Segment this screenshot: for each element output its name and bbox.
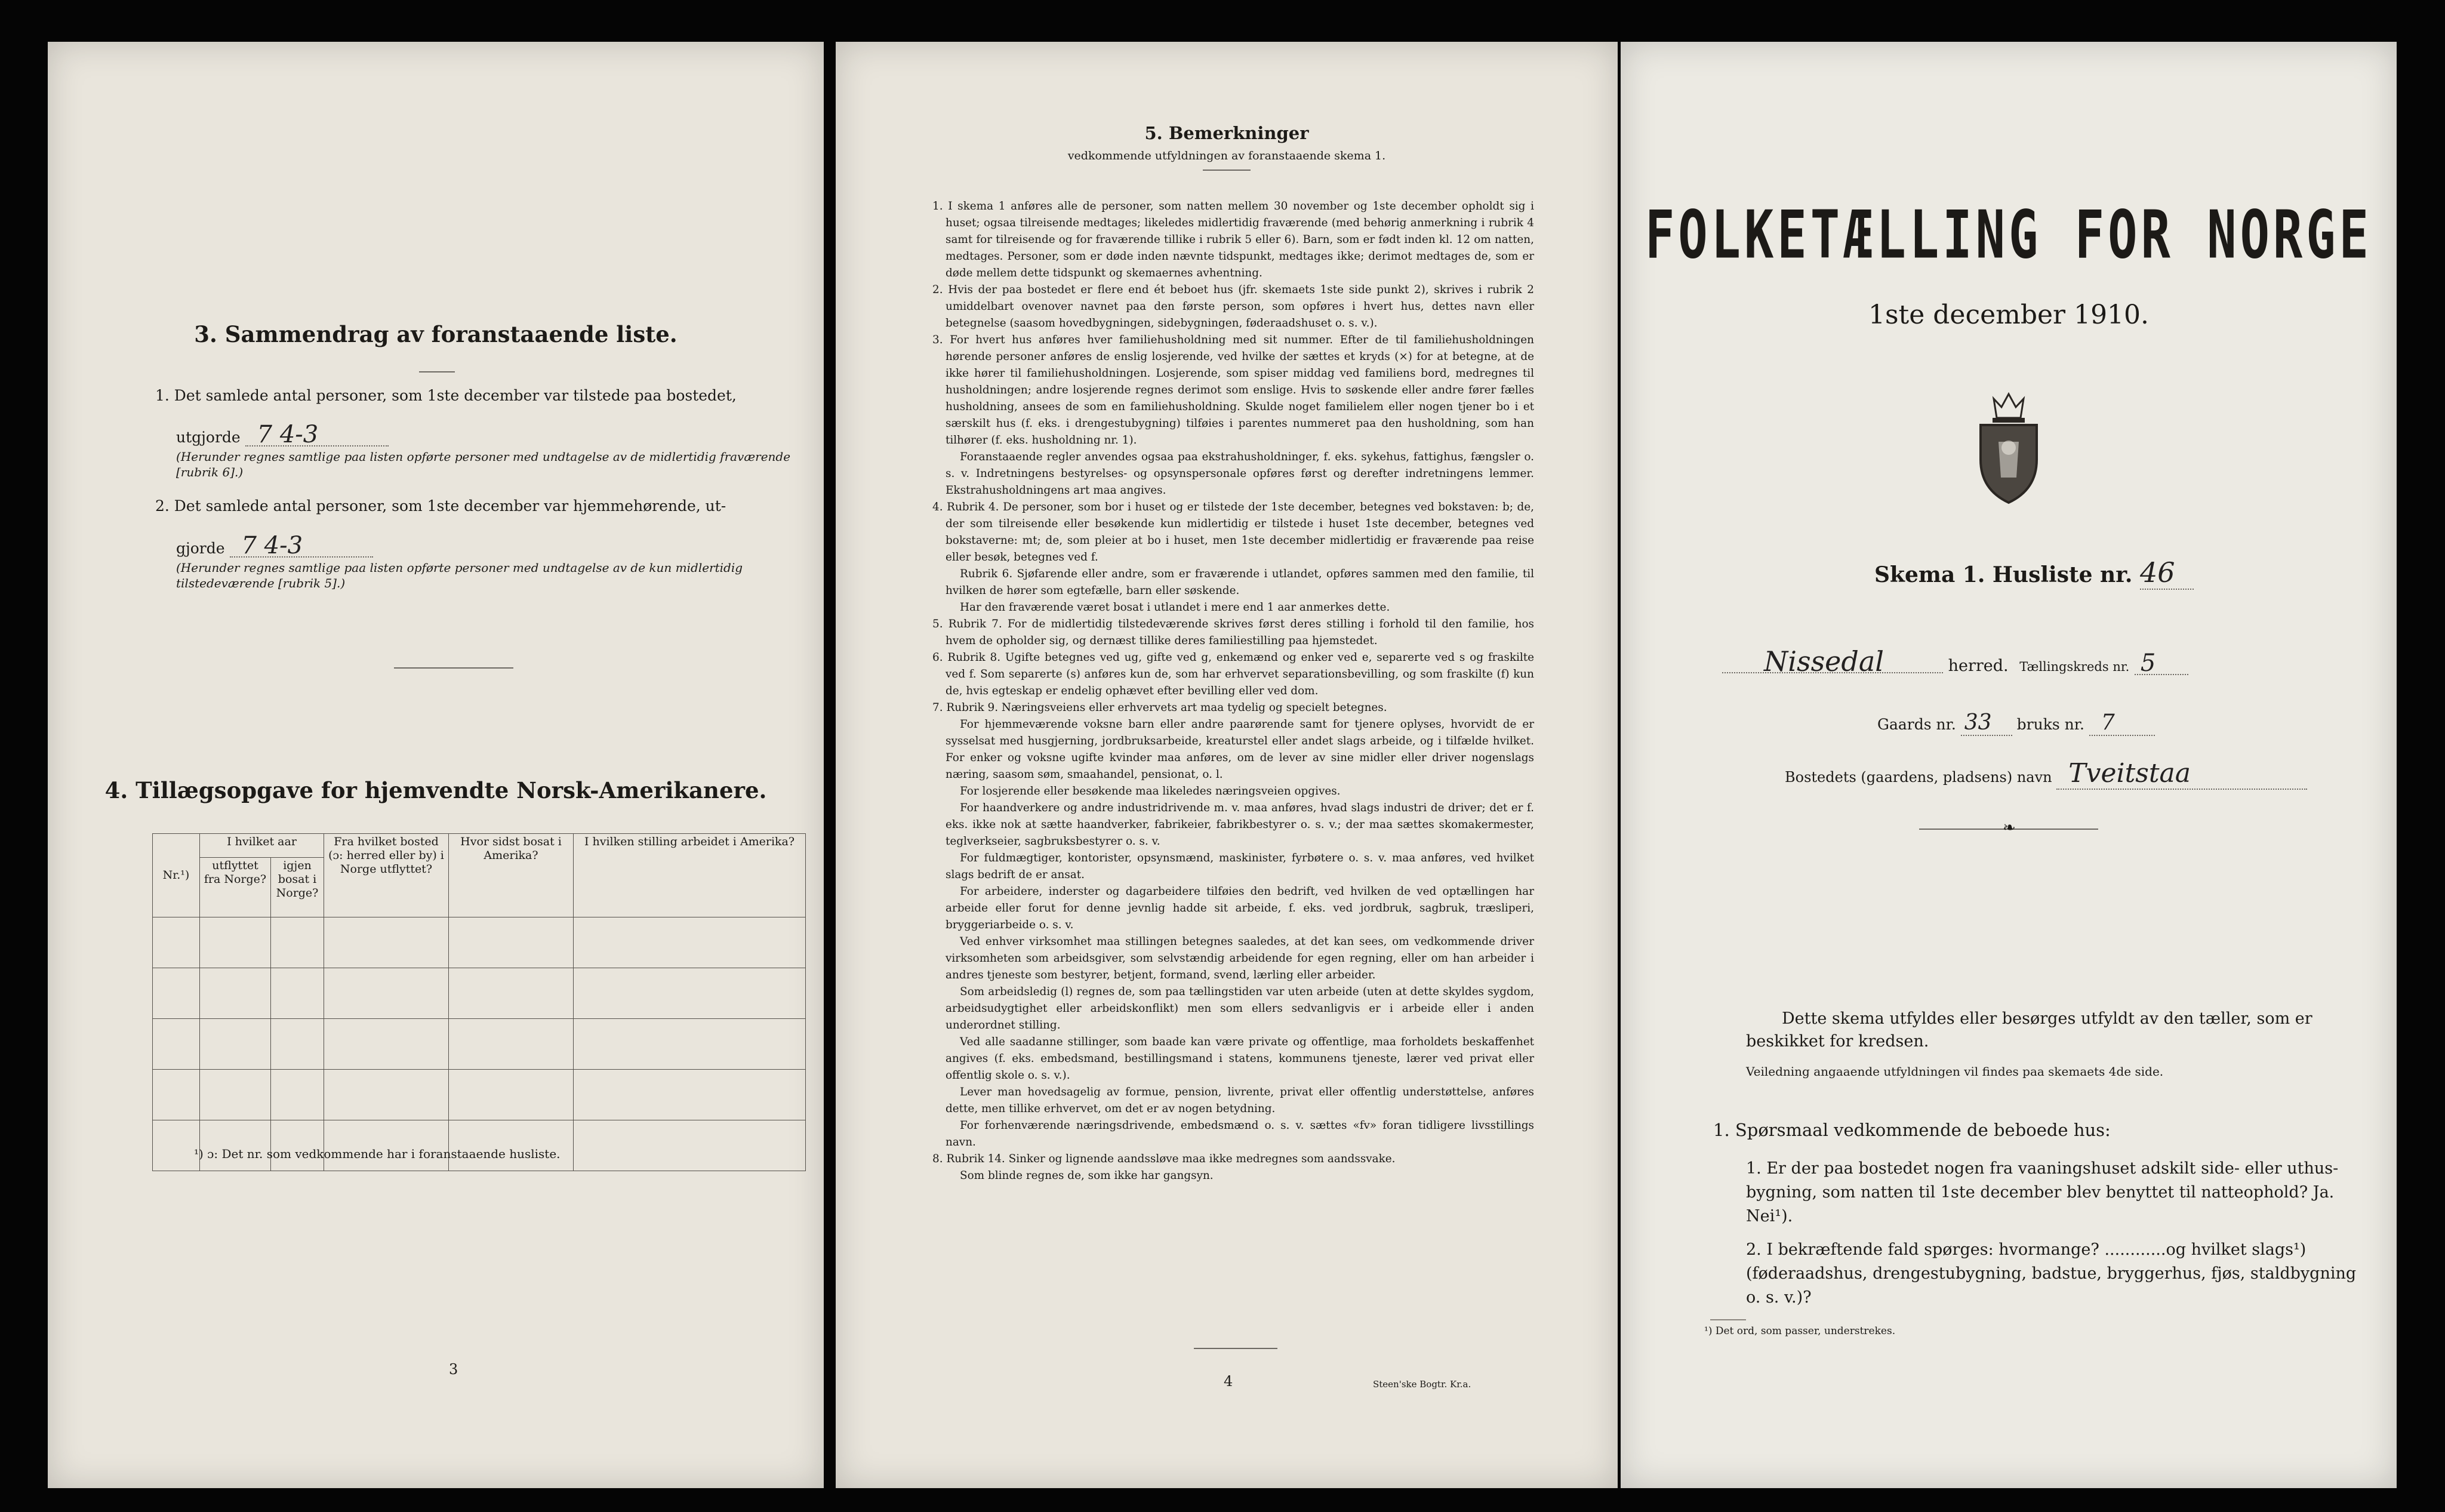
table-row bbox=[153, 1120, 806, 1171]
remark-paragraph: Lever man hovedsagelig av formue, pension, livrente, privat eller offentlig understøttelse, anføres dette, men tillike erhvervet, om det er av nogen betydning. bbox=[946, 1086, 1534, 1115]
item1-line bbox=[176, 421, 389, 448]
item2-line bbox=[176, 532, 373, 559]
remark-paragraph: Som blinde regnes de, som ikke har gangsyn. bbox=[960, 1169, 1214, 1182]
remark-paragraph: 8. Rubrik 14. Sinker og lignende aandssløve maa ikke medregnes som aandssvake. bbox=[932, 1153, 1396, 1165]
herred-line bbox=[1722, 645, 2367, 678]
herred-value: Nissedal bbox=[1722, 651, 1943, 673]
intro-note: Veiledning angaaende utfyldningen vil findes paa skemaets 4de side. bbox=[1746, 1064, 2164, 1079]
page-number: 3 bbox=[449, 1361, 458, 1378]
col-from-where: Fra hvilket bosted (ɔ: herred eller by) i Norge utflyttet? bbox=[324, 834, 449, 917]
remark-paragraph: 3. For hvert hus anføres hver familiehusholdning med sit nummer. Efter de til familiehusholdningen hørende personer anføres de enslig losjerende, ved hvilke der sættes et kryds (×) for at betegne, at de ikke hører til familiehusholdningen. Losjerende, som spiser middag ved familiens bord, medregnes til husholdningen; andre losjerende regnes derimot som enslige. Hvis to søskende eller andre fører fælles husholdning, ansees de som en familiehusholdning. Skulde noget familielem eller nogen tjener bo i et særskilt hus (f. eks. i drengestubygning) tilføies i parentes nummeret paa den husholdning, som han tilhører (f. eks. husholdning nr. 1). bbox=[932, 334, 1534, 446]
table-row bbox=[153, 968, 806, 1019]
ornament-icon: ❧ bbox=[2003, 819, 2016, 837]
herred-label: herred. bbox=[1948, 657, 2009, 675]
divider bbox=[1194, 1348, 1277, 1349]
item2-note: (Herunder regnes samtlige paa listen opførte personer med undtagelse av de kun midlertidig tilstedeværende [rubrik 5].) bbox=[176, 561, 743, 590]
col-returned: igjen bosat i Norge? bbox=[271, 858, 324, 917]
table-row bbox=[153, 1019, 806, 1070]
remark-paragraph: 6. Rubrik 8. Ugifte betegnes ved ug, gifte ved g, enkemænd og enker ved e, separerte ved s og fraskilte ved f. Som separerte (s) anføres kun de, som har erhvervet separationsbevilling, og som fraskilte (f) kun de, hvis egteskap er endelig ophævet efter bevilling eller ved dom. bbox=[932, 651, 1534, 697]
remark-paragraph: Rubrik 6. Sjøfarende eller andre, som er fraværende i utlandet, opføres sammen med den familie, til hvilken de hører som egtefælle, barn eller søskende. bbox=[946, 568, 1534, 597]
item1-value: 7 4-3 bbox=[245, 424, 389, 446]
footnote: ¹) Det ord, som passer, understrekes. bbox=[1704, 1325, 1896, 1337]
question-2: 2. I bekræftende fald spørges: hvormange? ............og hvilket slags¹) (føderaadshus, drengestubygning, badstue, bryggerhus, fjøs, staldbygning o. s. v.)? bbox=[1746, 1240, 2357, 1307]
divider bbox=[419, 371, 455, 372]
remark-paragraph: For haandverkere og andre industridrivende m. v. maa anføres, hvad slags industri de driver; det er f. eks. ikke nok at sætte haandverker, fabrikeier, fabrikbestyrer o. s. v.; der maa sættes skomakermester, teglverkseier, sagbruksbestyrer o. s. v. bbox=[946, 802, 1534, 848]
item2-value: 7 4-3 bbox=[230, 535, 373, 558]
section4-title: 4. Tillægsopgave for hjemvendte Norsk-Amerikanere. bbox=[104, 777, 767, 803]
schema-label-text: Skema 1. Husliste nr. bbox=[1874, 562, 2133, 587]
remark-paragraph: 2. Hvis der paa bostedet er flere end ét beboet hus (jfr. skemaets 1ste side punkt 2), skrives i rubrik 2 umiddelbart ovenover navnet paa den første person, som opføres i hvert hus, dettes navn eller betegnelse (saasom hovedbygningen, sidebygningen, føderaadshuset o. s. v.). bbox=[932, 284, 1534, 330]
right-page bbox=[1621, 42, 2397, 1488]
table-row bbox=[153, 917, 806, 968]
remark-paragraph: For arbeidere, inderster og dagarbeidere tilføies den bedrift, ved hvilken de ved optællingen har arbeide eller forut for denne jevnlig hadde sit arbeide, f. eks. ved jordbruk, sagbruk, træsliperi, bryggeriarbeide o. s. v. bbox=[946, 885, 1534, 931]
remark-paragraph: 4. Rubrik 4. De personer, som bor i huset og er tilstede der 1ste december, betegnes ved bokstaven: b; de, der som tilreisende eller besøkende kun midlertidig er tilstede i huset 1ste december, betegnes ved bokstaverne: mt; de, som pleier at bo i huset, men 1ste december midlertidig er fraværende paa reise eller besøk, betegnes ved f. bbox=[932, 501, 1534, 563]
table-row bbox=[153, 1070, 806, 1120]
kreds-label: Tællingskreds nr. bbox=[2019, 660, 2130, 674]
item2-text: 2. Det samlede antal personer, som 1ste december var hjemmehørende, ut- bbox=[155, 497, 726, 515]
schema-label bbox=[1874, 556, 2194, 590]
item2-prefix: gjorde bbox=[176, 540, 225, 557]
bosted-label: Bostedets (gaardens, pladsens) navn bbox=[1785, 769, 2052, 786]
intro-text: Dette skema utfyldes eller besørges utfyldt av den tæller, som er beskikket for kredsen. bbox=[1746, 1009, 2312, 1051]
remarks-body bbox=[931, 198, 1534, 1184]
census-date: 1ste december 1910. bbox=[1868, 300, 2150, 330]
question-heading: 1. Spørsmaal vedkommende de beboede hus: bbox=[1713, 1120, 2111, 1140]
divider bbox=[1710, 1319, 1746, 1320]
question-1: 1. Er der paa bostedet nogen fra vaaningshuset adskilt side- eller uthus-bygning, som natten til 1ste december blev benyttet til natteophold? Ja. Nei¹). bbox=[1746, 1159, 2339, 1225]
coat-of-arms-icon bbox=[1964, 388, 2053, 507]
col-emigrated: utflyttet fra Norge? bbox=[200, 858, 271, 917]
remarks-title: 5. Bemerkninger bbox=[1144, 123, 1309, 143]
item1-prefix: utgjorde bbox=[176, 429, 241, 446]
remark-paragraph: Ved alle saadanne stillinger, som baade kan være private og offentlige, maa forholdets beskaffenhet angives (f. eks. embedsmand, bestillingsmand i statens, kommunens tjeneste, lærer ved privat eller offentlig skole o. s. v.). bbox=[946, 1036, 1534, 1082]
husliste-number: 46 bbox=[2140, 556, 2194, 590]
printer-mark: Steen'ske Bogtr. Kr.a. bbox=[1373, 1379, 1471, 1390]
remark-paragraph: 5. Rubrik 7. For de midlertidig tilstedeværende skrives først deres stilling i forhold til den familie, hos hvem de opholder sig, og dernæst tillike deres familiestilling paa hjemstedet. bbox=[932, 618, 1534, 647]
bosted-line bbox=[1785, 758, 2307, 790]
divider bbox=[1203, 170, 1251, 171]
main-title: FOLKETÆLLING FOR NORGE bbox=[1645, 197, 2373, 274]
gaards-label: Gaards nr. bbox=[1877, 716, 1956, 733]
col-position: I hvilken stilling arbeidet i Amerika? bbox=[574, 834, 806, 917]
col-group: I hvilket aar bbox=[200, 834, 324, 858]
bruks-label: bruks nr. bbox=[2016, 716, 2084, 733]
item1-note: (Herunder regnes samtlige paa listen opførte personer med undtagelse av de midlertidig fraværende [rubrik 6].) bbox=[176, 449, 791, 479]
bosted-value: Tveitstaa bbox=[2056, 758, 2307, 790]
section3-title: 3. Sammendrag av foranstaaende liste. bbox=[194, 321, 678, 347]
divider bbox=[394, 667, 513, 669]
norsk-amerikanere-table bbox=[152, 833, 806, 1171]
remark-paragraph: For losjerende eller besøkende maa likeledes næringsveien opgives. bbox=[960, 785, 1341, 797]
bruks-value: 7 bbox=[2089, 710, 2155, 736]
remark-paragraph: For fuldmægtiger, kontorister, opsynsmænd, maskinister, fyrbøtere o. s. v. maa anføres, ved hvilket slags bedrift de er ansat. bbox=[946, 852, 1534, 881]
remark-paragraph: 7. Rubrik 9. Næringsveiens eller erhvervets art maa tydelig og specielt betegnes. bbox=[932, 701, 1387, 714]
remark-paragraph: Ved enhver virksomhet maa stillingen betegnes saaledes, at det kan sees, om vedkommende driver virksomheten som arbeidsgiver, som selvstændig arbeidende for egen regning, eller om han arbeider i andres tjeneste som bestyrer, betjent, formand, svend, lærling eller arbeider. bbox=[946, 935, 1534, 981]
remarks-subtitle: vedkommende utfyldningen av foranstaaende skema 1. bbox=[1067, 149, 1386, 162]
remark-paragraph: Foranstaaende regler anvendes ogsaa paa ekstrahusholdninger, f. eks. sykehus, fattighus, fængsler o. s. v. Indretningens bestyrelses- og opsynspersonale opføres først og derefter indretningens lemmer. Ekstrahusholdningens art maa angives. bbox=[946, 451, 1534, 497]
gaards-value: 33 bbox=[1961, 710, 2012, 736]
remark-paragraph: For forhenværende næringsdrivende, embedsmænd o. s. v. sættes «fv» foran tidligere livsstillings navn. bbox=[946, 1119, 1534, 1148]
table-footnote: ¹) ɔ: Det nr. som vedkommende har i foranstaaende husliste. bbox=[194, 1147, 561, 1161]
left-page bbox=[48, 42, 824, 1488]
kreds-value: 5 bbox=[2135, 652, 2188, 675]
remark-paragraph: Har den fraværende været bosat i utlandet i mere end 1 aar anmerkes dette. bbox=[960, 601, 1390, 614]
gaards-line bbox=[1877, 710, 2155, 736]
remark-paragraph: 1. I skema 1 anføres alle de personer, som natten mellem 30 november og 1ste december opholdt sig i huset; ogsaa tilreisende medtages; likeledes midlertidig fraværende (med behørig anmerkning i rubrik 4 samt for tilreisende og for fraværende tillike i rubrik 5 eller 6). Barn, som er født inden kl. 12 om natten, medtages. Personer, som er døde inden nævnte tidspunkt, medtages ikke; derimot medtages de, som er døde mellem dette tidspunkt og skemaernes avhentning. bbox=[932, 200, 1534, 279]
col-nr: Nr.¹) bbox=[153, 834, 200, 917]
remark-paragraph: Som arbeidsledig (l) regnes de, som paa tællingstiden var uten arbeide (uten at dette skyldes sygdom, arbeidsudygtighet eller arbeidskonflikt) men som ellers sedvanligvis er i arbeide eller i anden underordnet stilling. bbox=[946, 986, 1534, 1031]
remark-paragraph: For hjemmeværende voksne barn eller andre paarørende samt for tjenere oplyses, hvorvidt de er sysselsat med husgjerning, jordbruksarbeide, kreaturstel eller andet slags arbeide, og i tilfælde hvilket. For enker og voksne ugifte kvinder maa anføres, om de lever av sine midler eller driver nogenslags næring, saasom søm, smaahandel, pensionat, o. l. bbox=[946, 718, 1534, 781]
page-number: 4 bbox=[1224, 1373, 1233, 1390]
item1-text: 1. Det samlede antal personer, som 1ste december var tilstede paa bostedet, bbox=[155, 387, 737, 404]
col-last-residence: Hvor sidst bosat i Amerika? bbox=[449, 834, 574, 917]
middle-page bbox=[836, 42, 1618, 1488]
